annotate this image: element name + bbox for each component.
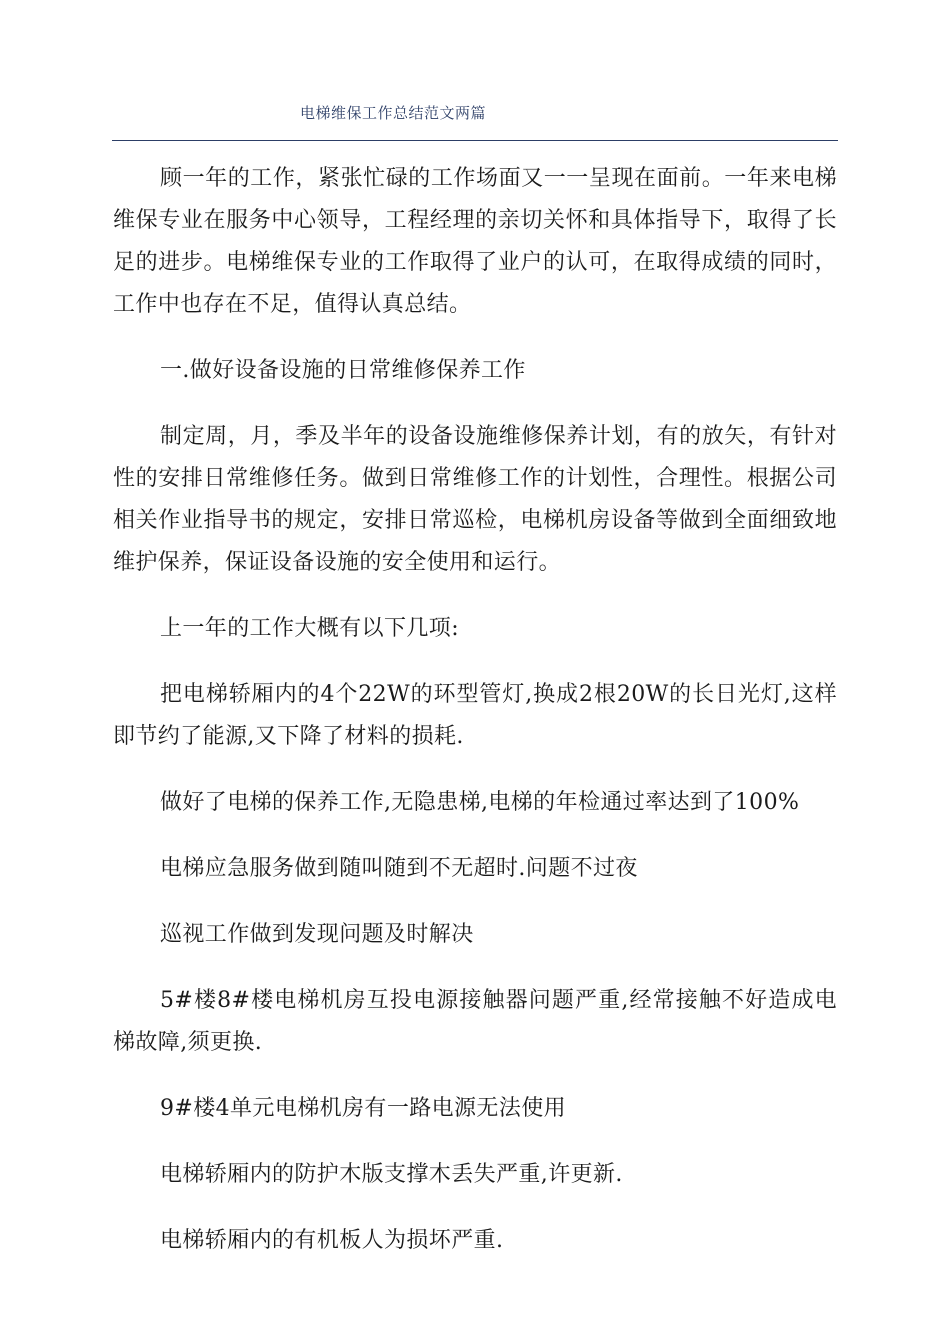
list-item-emergency-service: 电梯应急服务做到随叫随到不无超时.问题不过夜 — [160, 856, 638, 881]
header-divider — [112, 140, 838, 141]
list-item-wood-panel: 电梯轿厢内的防护木版支撑木丢失严重,许更新. — [160, 1162, 623, 1187]
list-item-lighting: 把电梯轿厢内的4个22W的环型管灯,换成2根20W的长日光灯,这样即节约了能源,又下降了材料的损耗. — [113, 682, 837, 749]
section-heading-maintenance: 一.做好设备设施的日常维修保养工作 — [160, 358, 526, 383]
list-item-power-issue: 9#楼4单元电梯机房有一路电源无法使用 — [160, 1096, 567, 1121]
list-item-acrylic-panel: 电梯轿厢内的有机板人为损坏严重. — [160, 1228, 504, 1253]
list-item-inspection: 做好了电梯的保养工作,无隐患梯,电梯的年检通过率达到了100% — [160, 790, 800, 815]
paragraph-intro: 顾一年的工作，紧张忙碌的工作场面又一一呈现在面前。一年来电梯维保专业在服务中心领导，工程经理的亲切关怀和具体指导下，取得了长足的进步。电梯维保专业的工作取得了业户的认可，在取得成绩的同时，工作中也存在不足，值得认真总结。 — [113, 166, 837, 317]
document-body — [113, 158, 837, 1286]
list-item-patrol: 巡视工作做到发现问题及时解决 — [160, 922, 474, 947]
list-item-contactor-issue: 5#楼8#楼电梯机房互投电源接触器问题严重,经常接触不好造成电梯故障,须更换. — [113, 988, 837, 1055]
document-header-title: 电梯维保工作总结范文两篇 — [300, 104, 487, 122]
paragraph-work-list-intro: 上一年的工作大概有以下几项: — [160, 616, 460, 641]
paragraph-maintenance-plan: 制定周，月，季及半年的设备设施维修保养计划，有的放矢，有针对性的安排日常维修任务。做到日常维修工作的计划性，合理性。根据公司相关作业指导书的规定，安排日常巡检，电梯机房设备等做到全面细致地维护保养，保证设备设施的安全使用和运行。 — [113, 424, 837, 575]
